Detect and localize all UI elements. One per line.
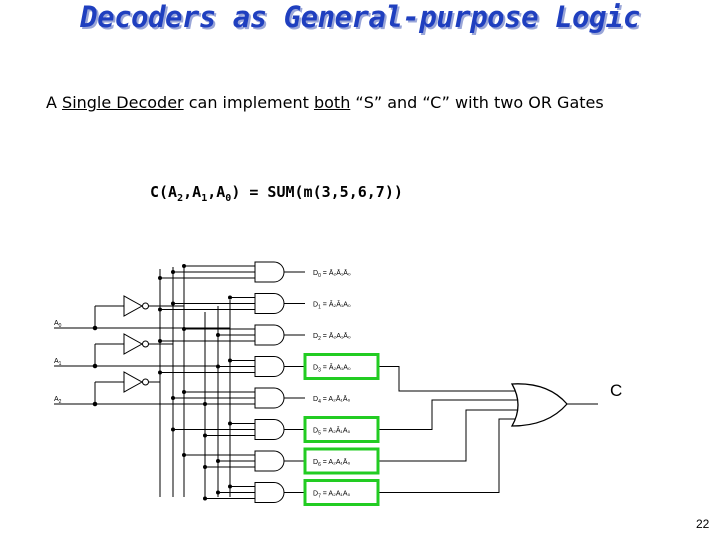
inverter-2 xyxy=(124,334,173,354)
input-label-a0: $A_0$ xyxy=(54,320,62,329)
subtitle-text-2: can implement xyxy=(183,93,314,112)
junction-dot xyxy=(217,491,220,494)
or-input-wire xyxy=(378,419,518,493)
minterm-label-d0 xyxy=(313,269,351,279)
svg-text:D2 = Ā₂A₁Ā₀: $D_2$ = Ā₂A₁Ā₀ xyxy=(313,333,351,342)
minterm-labels xyxy=(305,269,378,505)
or-input-wire xyxy=(378,367,518,392)
and-gate-d5 xyxy=(255,420,284,440)
junction-dot xyxy=(172,271,175,274)
minterm-label-d3 xyxy=(305,355,378,379)
svg-text:D5 = A₂Ā₁A₀: $D_5$ = A₂Ā₁A₀ xyxy=(313,427,351,437)
junction-dot xyxy=(229,422,232,425)
junction-dot xyxy=(229,485,232,488)
junction-dot xyxy=(172,428,175,431)
or-input-wire xyxy=(378,410,518,461)
junction-dot xyxy=(229,359,232,362)
and-gates xyxy=(255,262,284,503)
svg-text:D4 = A₂Ā₁Ā₀: $D_4$ = A₂Ā₁Ā₀ xyxy=(313,396,351,405)
svg-text:D6 = A₂A₁Ā₀: $D_6$ = A₂A₁Ā₀ xyxy=(313,459,351,468)
or-input-wire xyxy=(378,400,518,430)
junction-dot xyxy=(183,391,186,394)
junction-dot xyxy=(204,434,207,437)
formula-rhs: ) = SUM(m(3,5,6,7)) xyxy=(231,183,403,201)
junction-dot xyxy=(172,302,175,305)
inverter-3 xyxy=(124,372,160,392)
minterm-label-d6 xyxy=(305,449,378,473)
and-gate-d7 xyxy=(255,483,284,503)
junction-dot xyxy=(183,265,186,268)
minterm-label-d7 xyxy=(305,481,378,505)
junction-dot xyxy=(159,277,162,280)
subtitle-text-3: “S” and “C” with two OR Gates xyxy=(350,93,604,112)
and-gate-d2 xyxy=(255,325,284,345)
junction-dot xyxy=(183,454,186,457)
input-labels xyxy=(54,320,62,405)
and-gate-d3 xyxy=(255,357,284,377)
minterm-label-d2 xyxy=(313,332,351,342)
inverter-1 xyxy=(124,296,184,316)
subtitle-single-decoder: Single Decoder xyxy=(62,93,184,112)
inverters xyxy=(124,296,184,392)
and-gate-d1 xyxy=(255,294,284,314)
junction-dot xyxy=(204,466,207,469)
junction-dot xyxy=(183,328,186,331)
formula-sep-2: ,A xyxy=(207,183,226,201)
junction-dot xyxy=(217,365,220,368)
formula-sep-1: ,A xyxy=(183,183,202,201)
and-gate-d6 xyxy=(255,451,284,471)
page-number: 22 xyxy=(696,517,710,531)
svg-text:D0 = Ā₂Ā₁Ā₀: $D_0$ = Ā₂Ā₁Ā₀ xyxy=(313,270,351,279)
junction-dot xyxy=(217,460,220,463)
or-gate-shape xyxy=(512,384,598,426)
input-label-a1: $A_1$ xyxy=(54,358,62,367)
junction-dot xyxy=(93,326,97,330)
formula-sub-0: 0 xyxy=(225,193,232,204)
formula-lhs: C(A xyxy=(150,183,178,201)
input-label-a2: $A_2$ xyxy=(54,396,62,405)
junction-dot xyxy=(93,402,97,406)
formula-sub-2: 2 xyxy=(177,193,184,204)
svg-text:D3 = Ā₂A₁A₀: $D_3$ = Ā₂A₁A₀ xyxy=(313,364,351,374)
junction-dot xyxy=(204,497,207,500)
minterm-label-d5 xyxy=(305,418,378,442)
junction-dot xyxy=(217,334,220,337)
subtitle-text-1: A xyxy=(46,93,63,112)
or-gate xyxy=(512,384,598,426)
junction-dot xyxy=(159,308,162,311)
and-gate-d0 xyxy=(255,262,284,282)
junction-dot xyxy=(159,340,162,343)
junction-dot xyxy=(159,371,162,374)
output-c-label: C xyxy=(610,381,623,400)
minterm-label-d4 xyxy=(313,395,351,405)
junction-dot xyxy=(93,364,97,368)
junction-dot xyxy=(204,403,207,406)
subtitle-both: both xyxy=(313,93,351,112)
junction-dot xyxy=(229,296,232,299)
and-gate-d4 xyxy=(255,388,284,408)
svg-text:D7 = A₂A₁A₀: $D_7 = A_2A_1A_0$ xyxy=(313,490,351,500)
slide-title: Decoders as General-purpose Logic xyxy=(80,0,640,34)
minterm-label-d1 xyxy=(313,301,351,311)
formula-sub-1: 1 xyxy=(201,193,208,204)
junction-dot xyxy=(172,397,175,400)
svg-text:D1 = Ā₂Ā₁A₀: $D_1$ = Ā₂Ā₁A₀ xyxy=(313,301,351,311)
